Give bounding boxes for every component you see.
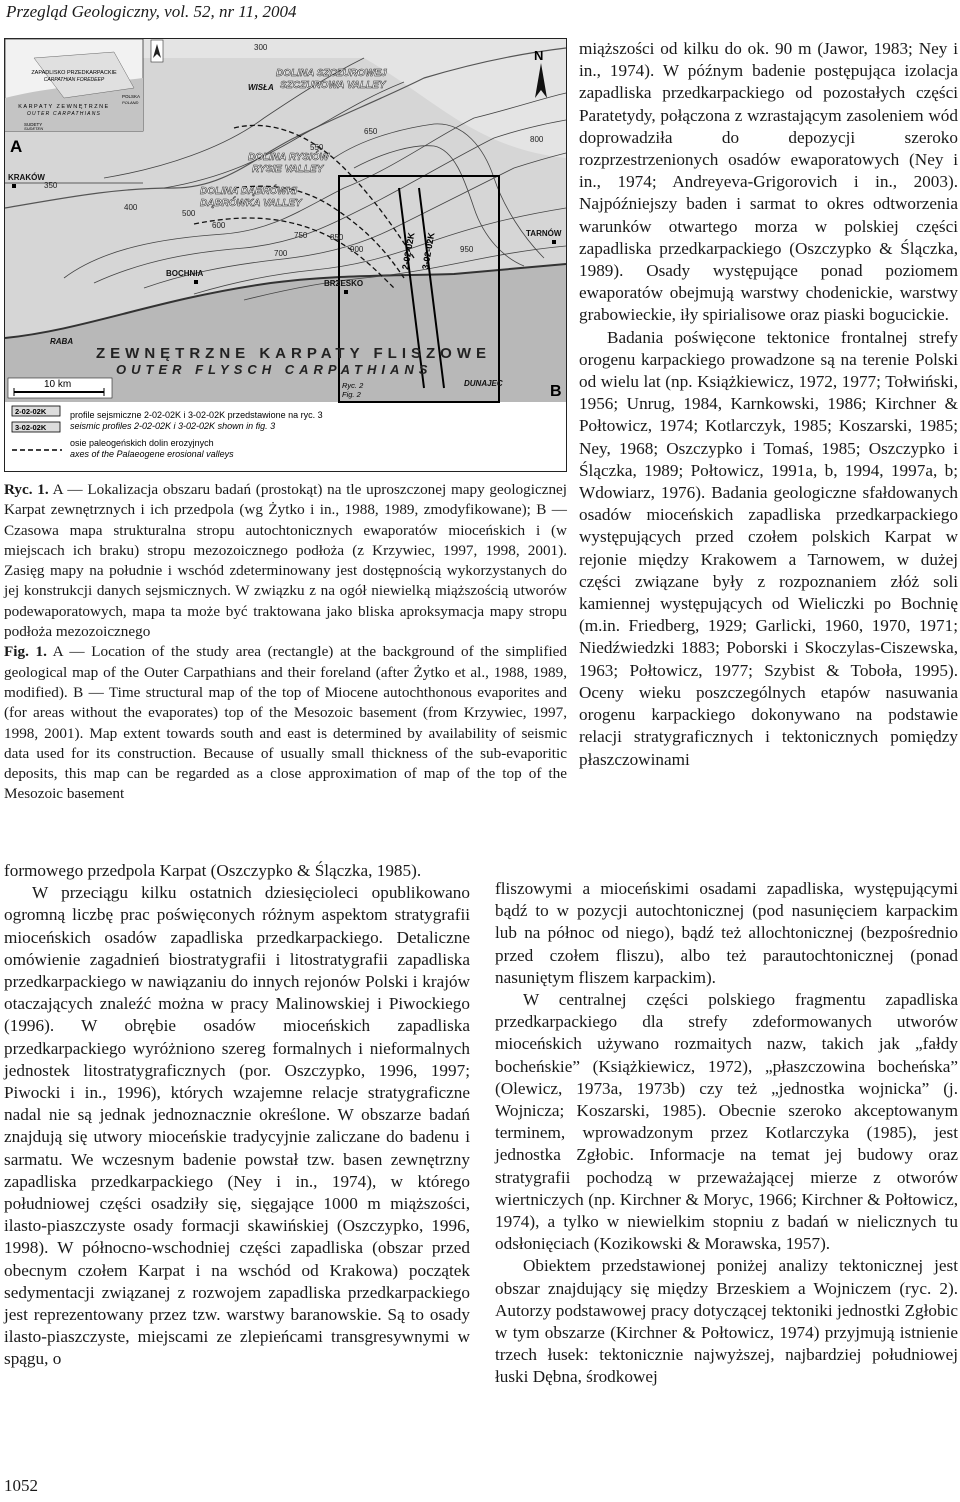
valley-label: DOLINA RYSIÓW	[248, 152, 330, 163]
contour-label: 300	[254, 43, 268, 52]
figure-caption	[4, 480, 567, 805]
contour-label: 400	[124, 203, 138, 212]
place-krakow: KRAKÓW	[8, 173, 45, 182]
page-number: 1052	[4, 1476, 38, 1495]
scale-bar	[8, 378, 112, 398]
inset-label: SUDETEN	[24, 126, 44, 131]
flysch-label-en: OUTER FLYSCH CARPATHIANS	[116, 362, 433, 377]
place-wisla: WISŁA	[248, 83, 274, 92]
contour-label: 650	[364, 127, 378, 136]
contour-label: 850	[330, 233, 344, 242]
caption-en-text: A — Location of the study area (rectangle) at the background of the simplified geological map of the Outer Carpathians and their foreland (after Żytko et al., 1988, 1989, modified). B — Time structural map of the top of Miocene autochthonous evaporites and (for areas without the evaporates) top of the Mesozoic basement (from Krzywiec, 1997, 1998, 2001). Map extent towards south and east is determined by availability of seismic data used for its construction. Because of usually small thickness of the sub-evaporitic deposits, this map can be regarded as a close approximation of map of the top of the Mesozoic basement	[4, 643, 567, 803]
contour-label: 350	[44, 181, 58, 190]
contour-label: 950	[460, 245, 474, 254]
fig-ref: Ryc. 2	[342, 381, 364, 390]
caption-pl	[4, 480, 567, 642]
panel-b-label: B	[550, 383, 562, 400]
svg-text:3-02-02K: 3-02-02K	[15, 423, 47, 432]
caption-en	[4, 642, 567, 804]
profile-label: 2-02-02K	[400, 231, 417, 271]
paragraph: W centralnej części polskiego fragmentu zapadliska przedkarpackiego dla strefy zdeformowanych utworów mioceńskich używano rozmaitych nazw, takich jak „fałdy bocheńskie” (Książkiewicz, 1972), „płaszczowina bocheńska” (Olewicz, 1973a, 1973b) czy też „jednostka wojnicka” (j. Wojnicza; Koszarski, 1985). Obecnie szeroko akceptowanym terminem, wprowadzonym przez Kotlarczyka (1985), jest jednostka Zgłobic. Informacje na temat jej budowy oraz stratygrafii pochodzą w przeważającej mierze z otworów wiertniczych (np. Kirchner & Moryc, 1966; Kirchner & Połtowicz, 1974), a tylko w niewielkim stopniu z badań w nielicznych tu odsłonięciach (Kozikowski & Morawska, 1957).	[495, 990, 958, 1254]
place-raba: RABA	[50, 337, 74, 346]
paragraph: Obiektem przedstawionej poniżej analizy tektonicznej jest obszar znajdujący się między Brzeskiem a Wojniczem (ryc. 2). Autorzy podstawowej pracy dotyczącej tektoniki jednostki Zgłobic w tym obszarze (Kirchner & Połtowicz, 1974) przyjmują istnienie trzech łusek: tektonicznie najwyższej, najbardziej południowej łuski Dębna, środkowej	[495, 1256, 958, 1387]
fig-ref: Fig. 2	[342, 390, 361, 399]
place-bochnia: BOCHNIA	[166, 269, 204, 278]
svg-text:profile sejsmiczne 2-02-02K i: profile sejsmiczne 2-02-02K i 3-02-02K przedstawione na ryc. 3	[70, 410, 323, 420]
valley-label: DĄBRÓWKA VALLEY	[200, 198, 302, 209]
contour-label: 750	[294, 231, 308, 240]
contour-label: 600	[212, 221, 226, 230]
paragraph: miąższości od kilku do ok. 90 m (Jawor, 1983; Ney i in., 1974). W późnym badenie postępująca izolacja zapadliska przedkarpackiego od pozostałych części Paratetydy, połączona z wzrastającym zasoleniem wód doprowadziła do depozycji szeroko rozprzestrzenionych osadów ewaporatowych (Ney i in., 1974; Andreyeva-Grigorovich i in., 2003). Najpóźniejszy baden i sarmat to okres odtworzenia warunków otwartego morza w polskiej części zapadliska przedkarpackiego (Oszczypko & Ślączka, 1989). Osady występujące ponad poziomem ewaporatów obejmują warstwy chodenickie, warstwy grabowieckie, iły spirialisowe oraz piaski bogucickie.	[579, 39, 958, 325]
inset-label: POLSKA	[122, 94, 141, 99]
flysch-label-pl: ZEWNĘTRZNE KARPATY FLISZOWE	[96, 345, 491, 362]
paragraph: formowego przedpola Karpat (Oszczypko & Ślączka, 1985).	[4, 861, 422, 880]
place-brzesko: BRZESKO	[324, 279, 364, 288]
panel-a-label: A	[10, 137, 23, 156]
contour-label: 900	[350, 245, 364, 254]
paragraph: Badania poświęcone tektonice frontalnej strefy orogenu karpackiego prowadzone są na terenie Polski od wielu lat (np. Książkiewicz, 1972, 1977; Tołwiński, 1956; Unrug, 1984, Karnkowski, 1986; Kirchner & Połtowicz, 1974; Kotlarczyk, 1985; Koszarski, 1985; Ney, 1968; Oszczypko i Tomaś, 1985; Oszczypko i Ślączka, 1989; Połtowicz, 1991a, b, 1994, 1997a, b; Wdowiarz, 1976). Badania geologiczne sfałdowanych osadów mioceńskich zapadliska przedkarpackiego występujących przed czołem polskich Karpat w rejonie między Krakowem a Tarnowem, w dużej części związane były z rozpoznaniem złóż soli kamiennej występujących od Wieliczki po Bochnię (m.in. Friedberg, 1929; Garlicki, 1960, 1970, 1971; Niedźwiedzki 1883; Poborski i Skoczylas-Ciszewska, 1963; Połtowicz, 1977; Szybist & Toboła, 1995). Oceny wieku poszczególnych etapów nasuwania orogenu karpackiego dokonywano na podstawie relacji stratygraficznych i tektonicznych pomiędzy płaszczowinami	[579, 327, 958, 769]
inset-label: POLAND	[122, 100, 139, 105]
svg-text:seismic profiles 2-02-02K i 3-: seismic profiles 2-02-02K i 3-02-02K shown in fig. 3	[70, 421, 276, 431]
caption-pl-label: Ryc. 1.	[4, 481, 49, 498]
contour-label: 500	[182, 209, 196, 218]
inset-label: CARPATHIAN FOREDEEP	[43, 77, 105, 83]
inset-label: ZAPADLISKO PRZEDKARPACKIE	[31, 70, 117, 76]
location-map	[4, 38, 567, 472]
valley-label: DOLINA DĄBRÓWKI	[200, 186, 297, 197]
journal-header: Przegląd Geologiczny, vol. 52, nr 11, 2004	[6, 2, 297, 21]
north-arrow-icon	[151, 40, 163, 62]
svg-text:10 km: 10 km	[44, 379, 72, 390]
contour-label: 550	[310, 143, 324, 152]
paragraph: W przeciągu kilku ostatnich dziesięcioleci opublikowano ogromną liczbę prac poświęconych różnym aspektom stratygrafii mioceńskich osadów zapadliska przedkarpackiego. Detaliczne omówienie zagadnień biostratygrafii i litostratygrafii zapadliska przedkarpackiego w nawiązaniu do innych rejonów Polski i krajów otaczających znaleźć można w pracy Malinowskiej i Piwockiego (1996). W obrębie osadów mioceńskich zapadliska przedkarpackiego wyróżniono szereg formalnych i nieformalnych jednostek litostratygraficznych (por. Oszczypko, 1996, 1997; Piwocki i in., 1996), których wzajemne relacje stratygraficzne nadal nie są jednak jednoznacznie określone. W obszarze badań znajdują się utwory mioceńskie tradycyjnie zaliczane do badenu i sarmatu. We wczesnym badenie powstał tzw. basen zewnętrzny zapadliska przedkarpackiego (Ney i in., 1974), w którego południowej części osadziły się, sięgające 1000 m miąższości, ilasto-piaszczyste osady formacji skawińskiej (Oszczypko, 1996, 1998). W północno-wschodniej części zapadliska (obszar przed obecnym czołem Karpat i na wschód od Krakowa) początek sedymentacji związanej z rozwojem zapadliska przedkarpackiego jest reprezentowany przez tzw. warstwy baranowskie. Są to osady ilasto-piaszczyste, miejscami ze zlepieńcami transgresywnymi w spągu, o	[4, 883, 470, 1369]
svg-text:osie paleogeńskich dolin erozy: osie paleogeńskich dolin erozyjnych	[70, 438, 214, 448]
svg-text:axes of the Palaeogene erosion: axes of the Palaeogene erosional valleys	[70, 449, 234, 459]
valley-label: DOLINA SZCZUROWEJ	[276, 68, 387, 79]
svg-text:N: N	[534, 48, 544, 63]
right-column	[579, 38, 958, 771]
left-column	[4, 860, 470, 1371]
right-column-lower	[495, 878, 958, 1389]
svg-text:2-02-02K: 2-02-02K	[15, 407, 47, 416]
profile-label: 3-02-02K	[420, 231, 437, 271]
inset-label: KARPATY ZEWNĘTRZNE	[18, 104, 110, 110]
valley-label: SZCZUROWA VALLEY	[280, 80, 386, 91]
contour-label: 700	[274, 249, 288, 258]
caption-pl-text: A — Lokalizacja obszaru badań (prostokąt) na tle uproszczonej mapy geologicznej Karpat zewnętrznych i ich przedpola (wg Żytko i in., 1988, 1989, zmodyfikowane); B — Czasowa mapa strukturalna stropu autochtonicznych ewaporatów mioceńskich i (w miejscach ich braku) stropu mezozoicznego podłoża (z Krzywiec, 1997, 1998, 2001). Zasięg mapy na południe i wschód zdeterminowany jest dostępnością wykorzystanych do jej konstrukcji danych sejsmicznych. W związku z na ogół niewielką miąższością utworów podewaporatowych, mapa ta może być traktowana jako bliska aproksymacja mapy stropu podłoża mezozoicznego	[4, 481, 567, 641]
place-tarnow: TARNÓW	[526, 229, 562, 238]
place-dunajec: DUNAJEC	[464, 379, 503, 388]
inset-label: SUDETY	[24, 122, 43, 127]
caption-en-label: Fig. 1.	[4, 643, 47, 661]
paragraph: fliszowymi a mioceńskimi osadami zapadliska, występującymi bądź to w pozycji autochtonicznej (pod nasunięciem karpackim lub na północ od niego), bądź też allochtonicznej (bezpośrednio przed czołem fliszu), albo też parautochtonicznej (ponad nasuniętym fliszem karpackim).	[495, 879, 958, 987]
inset-map	[5, 39, 143, 131]
inset-label: OUTER CARPATHIANS	[26, 111, 102, 117]
contour-label: 800	[530, 135, 544, 144]
valley-label: RYSIE VALLEY	[252, 164, 324, 175]
